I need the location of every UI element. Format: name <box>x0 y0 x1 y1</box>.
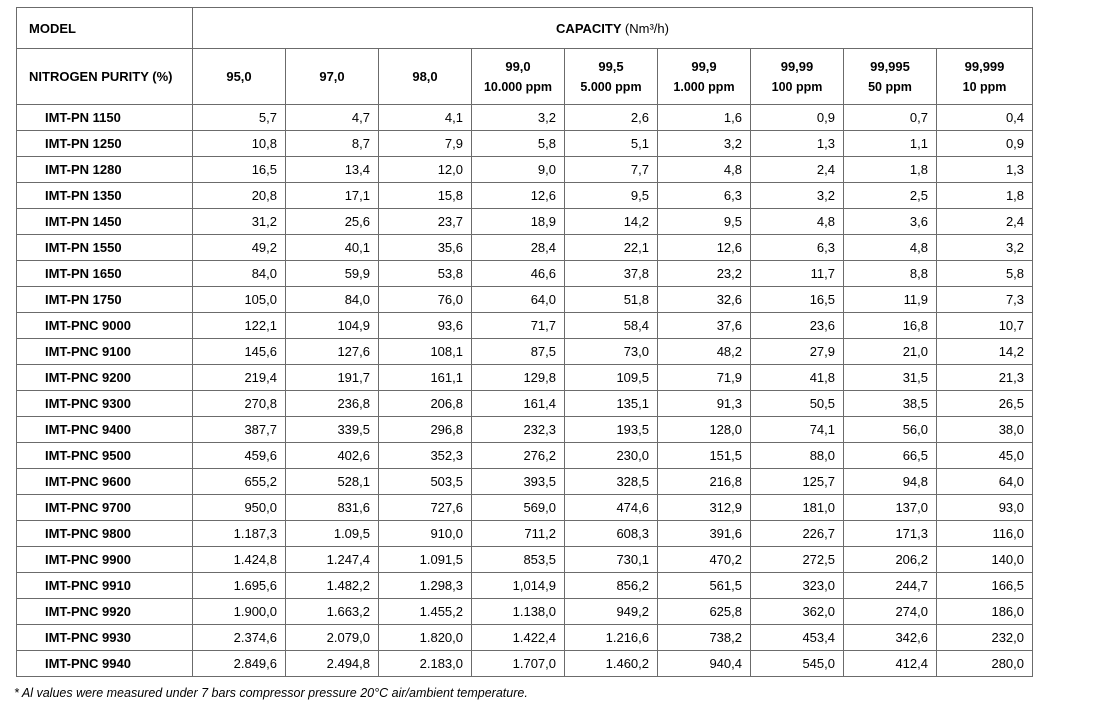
capacity-cell: 74,1 <box>751 417 844 443</box>
model-cell: IMT-PN 1250 <box>17 131 193 157</box>
purity-column-header <box>472 49 565 105</box>
capacity-cell: 18,9 <box>472 209 565 235</box>
capacity-cell: 191,7 <box>286 365 379 391</box>
capacity-cell: 276,2 <box>472 443 565 469</box>
capacity-cell: 236,8 <box>286 391 379 417</box>
model-cell: IMT-PNC 9600 <box>17 469 193 495</box>
capacity-cell: 20,8 <box>193 183 286 209</box>
capacity-cell: 910,0 <box>379 521 472 547</box>
capacity-cell: 940,4 <box>658 651 751 677</box>
table-row <box>17 157 1033 183</box>
purity-value: 99,995 <box>870 58 910 74</box>
capacity-cell: 730,1 <box>565 547 658 573</box>
capacity-cell: 1.482,2 <box>286 573 379 599</box>
model-cell: IMT-PN 1650 <box>17 261 193 287</box>
capacity-cell: 4,7 <box>286 105 379 131</box>
table-row <box>17 547 1033 573</box>
capacity-cell: 738,2 <box>658 625 751 651</box>
capacity-cell: 1.09,5 <box>286 521 379 547</box>
capacity-cell: 339,5 <box>286 417 379 443</box>
capacity-cell: 1.216,6 <box>565 625 658 651</box>
capacity-cell: 140,0 <box>937 547 1033 573</box>
capacity-cell: 35,6 <box>379 235 472 261</box>
model-cell: IMT-PNC 9300 <box>17 391 193 417</box>
capacity-cell: 10,8 <box>193 131 286 157</box>
capacity-cell: 125,7 <box>751 469 844 495</box>
capacity-cell: 727,6 <box>379 495 472 521</box>
capacity-cell: 1,8 <box>844 157 937 183</box>
capacity-cell: 66,5 <box>844 443 937 469</box>
capacity-cell: 45,0 <box>937 443 1033 469</box>
purity-ppm: 1.000 ppm <box>673 79 735 94</box>
capacity-cell: 50,5 <box>751 391 844 417</box>
capacity-cell: 137,0 <box>844 495 937 521</box>
table-row <box>17 209 1033 235</box>
capacity-cell: 38,5 <box>844 391 937 417</box>
model-cell: IMT-PNC 9940 <box>17 651 193 677</box>
capacity-cell: 1,6 <box>658 105 751 131</box>
capacity-cell: 93,6 <box>379 313 472 339</box>
capacity-cell: 46,6 <box>472 261 565 287</box>
capacity-cell: 31,2 <box>193 209 286 235</box>
purity-value: 99,99 <box>780 58 814 74</box>
capacity-cell: 328,5 <box>565 469 658 495</box>
table-row <box>17 261 1033 287</box>
table-row <box>17 443 1033 469</box>
capacity-cell: 128,0 <box>658 417 751 443</box>
capacity-cell: 23,6 <box>751 313 844 339</box>
table-body <box>17 105 1033 677</box>
capacity-cell: 135,1 <box>565 391 658 417</box>
capacity-cell: 1.663,2 <box>286 599 379 625</box>
capacity-cell: 22,1 <box>565 235 658 261</box>
capacity-cell: 161,1 <box>379 365 472 391</box>
capacity-cell: 3,2 <box>472 105 565 131</box>
capacity-cell: 853,5 <box>472 547 565 573</box>
capacity-cell: 1.298,3 <box>379 573 472 599</box>
capacity-cell: 4,8 <box>658 157 751 183</box>
capacity-cell: 402,6 <box>286 443 379 469</box>
capacity-cell: 412,4 <box>844 651 937 677</box>
capacity-cell: 216,8 <box>658 469 751 495</box>
model-cell: IMT-PNC 9910 <box>17 573 193 599</box>
capacity-cell: 2,4 <box>751 157 844 183</box>
capacity-cell: 87,5 <box>472 339 565 365</box>
model-cell: IMT-PN 1280 <box>17 157 193 183</box>
capacity-cell: 244,7 <box>844 573 937 599</box>
table-row <box>17 287 1033 313</box>
capacity-cell: 11,9 <box>844 287 937 313</box>
capacity-cell: 2.494,8 <box>286 651 379 677</box>
capacity-cell: 362,0 <box>751 599 844 625</box>
capacity-cell: 280,0 <box>937 651 1033 677</box>
capacity-cell: 37,6 <box>658 313 751 339</box>
capacity-cell: 88,0 <box>751 443 844 469</box>
purity-ppm: 50 ppm <box>868 79 912 94</box>
capacity-cell: 193,5 <box>565 417 658 443</box>
capacity-cell: 3,2 <box>937 235 1033 261</box>
table-row <box>17 391 1033 417</box>
capacity-cell: 17,1 <box>286 183 379 209</box>
capacity-cell: 230,0 <box>565 443 658 469</box>
model-cell: IMT-PNC 9500 <box>17 443 193 469</box>
model-cell: IMT-PNC 9920 <box>17 599 193 625</box>
capacity-cell: 625,8 <box>658 599 751 625</box>
capacity-cell: 831,6 <box>286 495 379 521</box>
purity-value: 99,999 <box>964 58 1005 74</box>
capacity-cell: 16,5 <box>193 157 286 183</box>
header-row-top <box>17 8 1033 49</box>
capacity-cell: 459,6 <box>193 443 286 469</box>
capacity-cell: 323,0 <box>751 573 844 599</box>
capacity-cell: 53,8 <box>379 261 472 287</box>
capacity-cell: 3,2 <box>751 183 844 209</box>
capacity-cell: 0,4 <box>937 105 1033 131</box>
capacity-cell: 7,7 <box>565 157 658 183</box>
capacity-cell: 1.900,0 <box>193 599 286 625</box>
capacity-cell: 9,0 <box>472 157 565 183</box>
capacity-cell: 64,0 <box>472 287 565 313</box>
table-row <box>17 599 1033 625</box>
capacity-cell: 23,7 <box>379 209 472 235</box>
capacity-cell: 2.374,6 <box>193 625 286 651</box>
capacity-cell: 1.247,4 <box>286 547 379 573</box>
model-cell: IMT-PNC 9400 <box>17 417 193 443</box>
capacity-cell: 1.695,6 <box>193 573 286 599</box>
capacity-cell: 232,3 <box>472 417 565 443</box>
table-row <box>17 339 1033 365</box>
model-cell: IMT-PN 1550 <box>17 235 193 261</box>
capacity-cell: 1.138,0 <box>472 599 565 625</box>
table-row <box>17 183 1033 209</box>
nitrogen-capacity-table <box>16 7 1033 677</box>
capacity-cell: 49,2 <box>193 235 286 261</box>
capacity-cell: 226,7 <box>751 521 844 547</box>
capacity-cell: 272,5 <box>751 547 844 573</box>
model-cell: IMT-PN 1150 <box>17 105 193 131</box>
capacity-cell: 94,8 <box>844 469 937 495</box>
capacity-cell: 4,1 <box>379 105 472 131</box>
capacity-cell: 5,8 <box>472 131 565 157</box>
capacity-cell: 41,8 <box>751 365 844 391</box>
model-cell: IMT-PN 1750 <box>17 287 193 313</box>
capacity-cell: 393,5 <box>472 469 565 495</box>
capacity-cell: 5,8 <box>937 261 1033 287</box>
capacity-cell: 3,2 <box>658 131 751 157</box>
capacity-cell: 1.187,3 <box>193 521 286 547</box>
table-row <box>17 469 1033 495</box>
capacity-cell: 151,5 <box>658 443 751 469</box>
capacity-cell: 10,7 <box>937 313 1033 339</box>
capacity-cell: 711,2 <box>472 521 565 547</box>
capacity-cell: 1,1 <box>844 131 937 157</box>
model-cell: IMT-PNC 9930 <box>17 625 193 651</box>
model-cell: IMT-PNC 9200 <box>17 365 193 391</box>
table-row <box>17 365 1033 391</box>
model-cell: IMT-PN 1450 <box>17 209 193 235</box>
table-row <box>17 313 1033 339</box>
purity-column-header <box>937 49 1033 105</box>
capacity-cell: 16,8 <box>844 313 937 339</box>
capacity-cell: 32,6 <box>658 287 751 313</box>
purity-column-header <box>193 49 286 105</box>
capacity-cell: 474,6 <box>565 495 658 521</box>
capacity-cell: 59,9 <box>286 261 379 287</box>
capacity-cell: 856,2 <box>565 573 658 599</box>
capacity-cell: 27,9 <box>751 339 844 365</box>
capacity-cell: 206,8 <box>379 391 472 417</box>
table-row <box>17 521 1033 547</box>
purity-ppm: 5.000 ppm <box>580 79 642 94</box>
capacity-cell: 561,5 <box>658 573 751 599</box>
capacity-cell: 51,8 <box>565 287 658 313</box>
capacity-cell: 14,2 <box>937 339 1033 365</box>
capacity-cell: 312,9 <box>658 495 751 521</box>
capacity-cell: 145,6 <box>193 339 286 365</box>
capacity-cell: 3,6 <box>844 209 937 235</box>
capacity-cell: 93,0 <box>937 495 1033 521</box>
purity-column-header <box>565 49 658 105</box>
purity-column-header <box>379 49 472 105</box>
capacity-cell: 40,1 <box>286 235 379 261</box>
purity-value: 95,0 <box>226 68 252 84</box>
capacity-cell: 31,5 <box>844 365 937 391</box>
purity-column-header <box>658 49 751 105</box>
capacity-cell: 122,1 <box>193 313 286 339</box>
capacity-cell: 84,0 <box>193 261 286 287</box>
capacity-cell: 387,7 <box>193 417 286 443</box>
purity-row-header: NITROGEN PURITY (%) <box>17 49 193 105</box>
purity-column-header <box>751 49 844 105</box>
capacity-cell: 1,3 <box>937 157 1033 183</box>
capacity-cell: 1.422,4 <box>472 625 565 651</box>
capacity-cell: 2,6 <box>565 105 658 131</box>
capacity-cell: 15,8 <box>379 183 472 209</box>
header-row-purity <box>17 49 1033 105</box>
model-cell: IMT-PNC 9000 <box>17 313 193 339</box>
capacity-cell: 232,0 <box>937 625 1033 651</box>
capacity-cell: 1,3 <box>751 131 844 157</box>
capacity-cell: 186,0 <box>937 599 1033 625</box>
capacity-cell: 25,6 <box>286 209 379 235</box>
capacity-cell: 1.424,8 <box>193 547 286 573</box>
capacity-cell: 13,4 <box>286 157 379 183</box>
capacity-cell: 58,4 <box>565 313 658 339</box>
capacity-cell: 12,6 <box>472 183 565 209</box>
table-row <box>17 495 1033 521</box>
capacity-cell: 1.455,2 <box>379 599 472 625</box>
purity-column-header <box>844 49 937 105</box>
capacity-cell: 1.460,2 <box>565 651 658 677</box>
capacity-cell: 453,4 <box>751 625 844 651</box>
capacity-cell: 4,8 <box>751 209 844 235</box>
purity-value: 99,9 <box>691 58 717 74</box>
capacity-cell: 171,3 <box>844 521 937 547</box>
capacity-cell: 950,0 <box>193 495 286 521</box>
table-row <box>17 417 1033 443</box>
capacity-cell: 37,8 <box>565 261 658 287</box>
capacity-cell: 71,7 <box>472 313 565 339</box>
capacity-cell: 5,7 <box>193 105 286 131</box>
table-row <box>17 235 1033 261</box>
capacity-cell: 91,3 <box>658 391 751 417</box>
capacity-cell: 2,4 <box>937 209 1033 235</box>
capacity-cell: 569,0 <box>472 495 565 521</box>
capacity-cell: 528,1 <box>286 469 379 495</box>
capacity-cell: 11,7 <box>751 261 844 287</box>
capacity-cell: 76,0 <box>379 287 472 313</box>
model-column-header: MODEL <box>17 8 193 49</box>
capacity-cell: 0,7 <box>844 105 937 131</box>
capacity-cell: 470,2 <box>658 547 751 573</box>
capacity-cell: 127,6 <box>286 339 379 365</box>
capacity-cell: 73,0 <box>565 339 658 365</box>
capacity-header <box>193 8 1033 49</box>
capacity-cell: 16,5 <box>751 287 844 313</box>
capacity-cell: 4,8 <box>844 235 937 261</box>
table-row <box>17 131 1033 157</box>
model-cell: IMT-PNC 9700 <box>17 495 193 521</box>
capacity-cell: 0,9 <box>937 131 1033 157</box>
purity-column-header <box>286 49 379 105</box>
capacity-cell: 21,3 <box>937 365 1033 391</box>
capacity-cell: 7,3 <box>937 287 1033 313</box>
capacity-cell: 26,5 <box>937 391 1033 417</box>
capacity-cell: 166,5 <box>937 573 1033 599</box>
capacity-cell: 655,2 <box>193 469 286 495</box>
purity-value: 97,0 <box>319 68 345 84</box>
capacity-cell: 1,014,9 <box>472 573 565 599</box>
capacity-cell: 2.849,6 <box>193 651 286 677</box>
capacity-cell: 161,4 <box>472 391 565 417</box>
capacity-cell: 503,5 <box>379 469 472 495</box>
model-cell: IMT-PN 1350 <box>17 183 193 209</box>
capacity-cell: 1,8 <box>937 183 1033 209</box>
capacity-cell: 391,6 <box>658 521 751 547</box>
capacity-cell: 181,0 <box>751 495 844 521</box>
capacity-cell: 2.183,0 <box>379 651 472 677</box>
capacity-cell: 9,5 <box>565 183 658 209</box>
capacity-cell: 56,0 <box>844 417 937 443</box>
capacity-cell: 104,9 <box>286 313 379 339</box>
capacity-cell: 0,9 <box>751 105 844 131</box>
purity-value: 99,0 <box>505 58 531 74</box>
capacity-cell: 206,2 <box>844 547 937 573</box>
capacity-cell: 28,4 <box>472 235 565 261</box>
capacity-cell: 129,8 <box>472 365 565 391</box>
capacity-cell: 7,9 <box>379 131 472 157</box>
purity-value: 99,5 <box>598 58 624 74</box>
purity-value: 98,0 <box>412 68 438 84</box>
capacity-cell: 296,8 <box>379 417 472 443</box>
capacity-cell: 2,5 <box>844 183 937 209</box>
capacity-cell: 8,8 <box>844 261 937 287</box>
capacity-cell: 48,2 <box>658 339 751 365</box>
capacity-cell: 545,0 <box>751 651 844 677</box>
capacity-cell: 105,0 <box>193 287 286 313</box>
capacity-cell: 9,5 <box>658 209 751 235</box>
capacity-cell: 64,0 <box>937 469 1033 495</box>
capacity-cell: 38,0 <box>937 417 1033 443</box>
capacity-cell: 6,3 <box>751 235 844 261</box>
capacity-cell: 6,3 <box>658 183 751 209</box>
footnote: * Al values were measured under 7 bars compressor pressure 20°C air/ambient temperature. <box>14 686 528 700</box>
table-row <box>17 105 1033 131</box>
capacity-cell: 23,2 <box>658 261 751 287</box>
capacity-cell: 71,9 <box>658 365 751 391</box>
capacity-cell: 219,4 <box>193 365 286 391</box>
capacity-cell: 108,1 <box>379 339 472 365</box>
capacity-label: CAPACITY <box>556 20 622 36</box>
capacity-cell: 8,7 <box>286 131 379 157</box>
capacity-cell: 2.079,0 <box>286 625 379 651</box>
purity-ppm: 10.000 ppm <box>483 79 553 94</box>
capacity-cell: 352,3 <box>379 443 472 469</box>
capacity-cell: 1.091,5 <box>379 547 472 573</box>
capacity-cell: 116,0 <box>937 521 1033 547</box>
capacity-cell: 109,5 <box>565 365 658 391</box>
capacity-cell: 5,1 <box>565 131 658 157</box>
capacity-table-container <box>16 7 1032 677</box>
capacity-cell: 84,0 <box>286 287 379 313</box>
capacity-cell: 14,2 <box>565 209 658 235</box>
table-row <box>17 625 1033 651</box>
capacity-cell: 270,8 <box>193 391 286 417</box>
capacity-unit: (Nm³/h) <box>624 20 669 36</box>
capacity-cell: 274,0 <box>844 599 937 625</box>
purity-ppm: 100 ppm <box>771 79 823 94</box>
capacity-cell: 12,0 <box>379 157 472 183</box>
capacity-cell: 21,0 <box>844 339 937 365</box>
capacity-cell: 1.820,0 <box>379 625 472 651</box>
capacity-cell: 949,2 <box>565 599 658 625</box>
table-row <box>17 573 1033 599</box>
capacity-cell: 12,6 <box>658 235 751 261</box>
capacity-cell: 608,3 <box>565 521 658 547</box>
model-cell: IMT-PNC 9900 <box>17 547 193 573</box>
purity-ppm: 10 ppm <box>962 79 1007 94</box>
table-row <box>17 651 1033 677</box>
capacity-cell: 342,6 <box>844 625 937 651</box>
capacity-cell: 1.707,0 <box>472 651 565 677</box>
model-cell: IMT-PNC 9800 <box>17 521 193 547</box>
model-cell: IMT-PNC 9100 <box>17 339 193 365</box>
